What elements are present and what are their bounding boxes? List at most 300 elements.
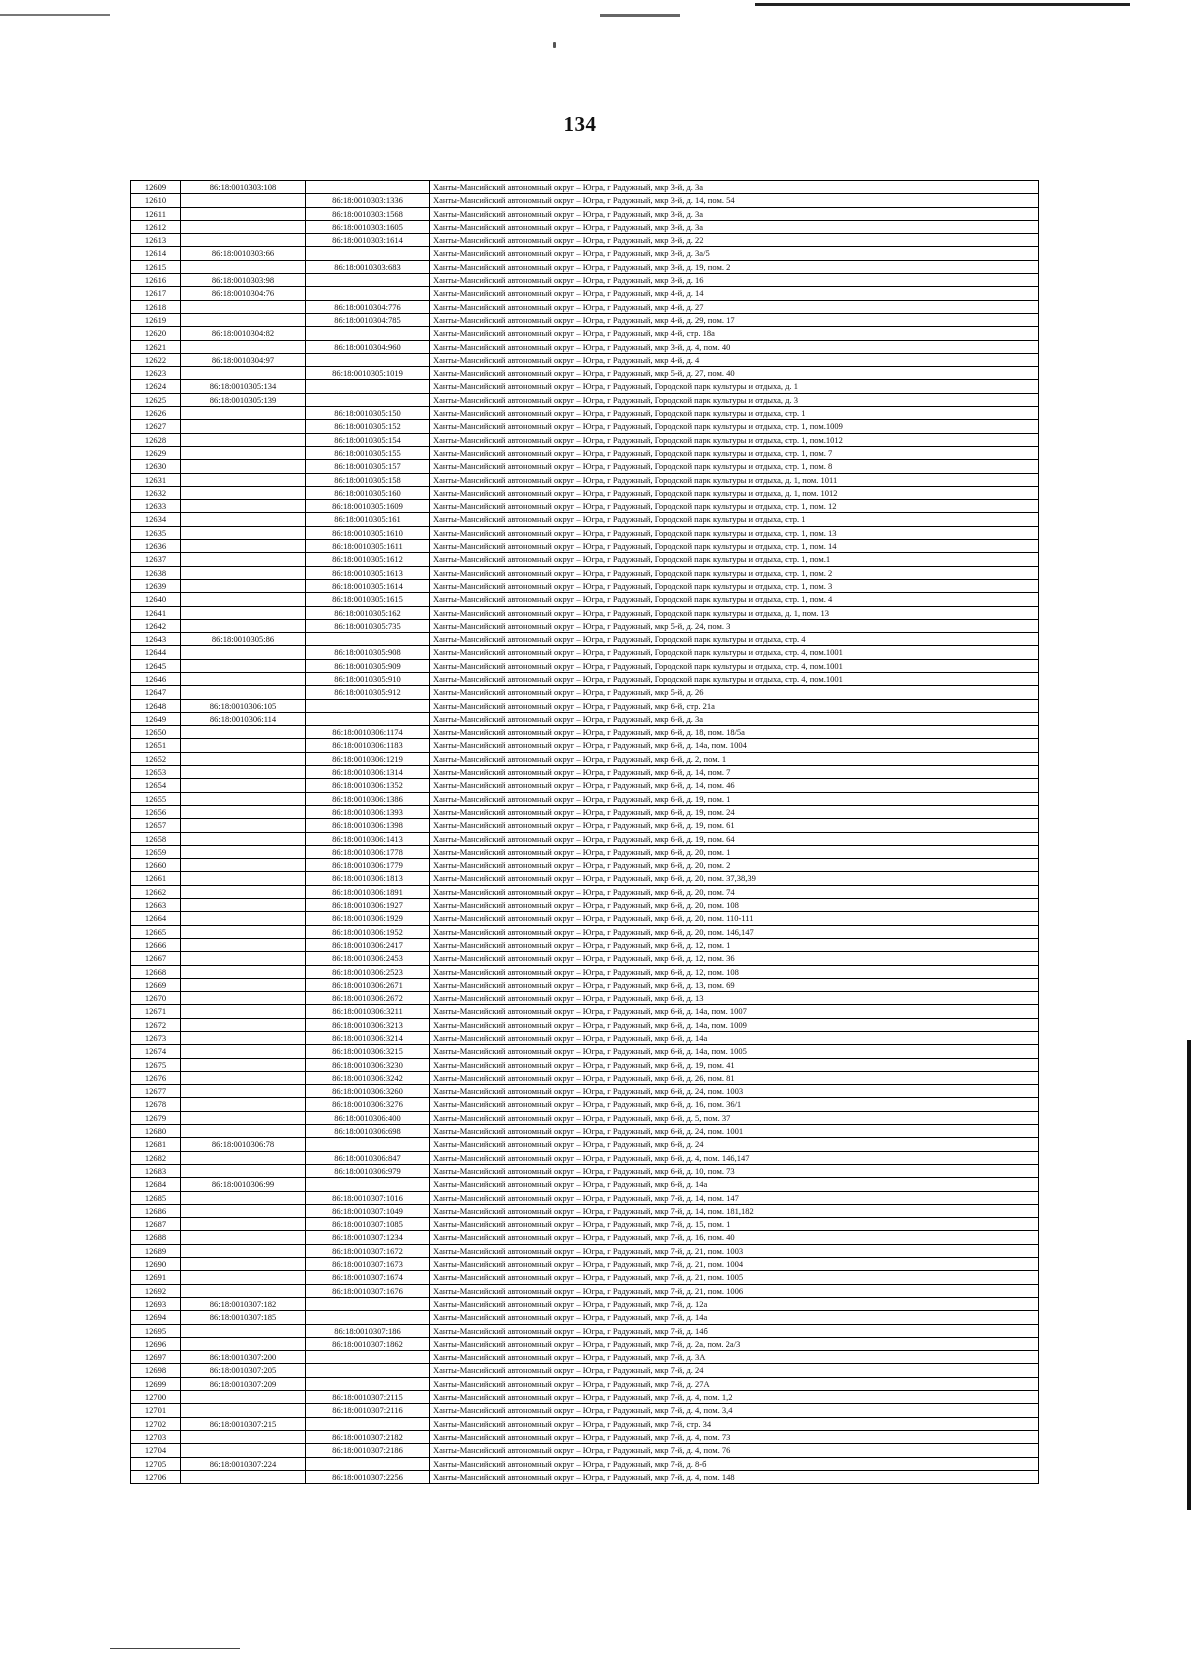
address-cell: Ханты-Мансийский автономный округ – Югра, г Радужный, Городской парк культуры и отдыха, д. 1 xyxy=(430,380,1039,393)
table-row xyxy=(131,885,1039,898)
address-cell: Ханты-Мансийский автономный округ – Югра, г Радужный, мкр 6-й, д. 20, пом. 2 xyxy=(430,859,1039,872)
table-row xyxy=(131,1164,1039,1177)
table-row xyxy=(131,1071,1039,1084)
address-cell: Ханты-Мансийский автономный округ – Югра, г Радужный, мкр 7-й, д. 4, пом. 73 xyxy=(430,1430,1039,1443)
parcel-cadastral-number-cell xyxy=(181,513,306,526)
table-row xyxy=(131,234,1039,247)
address-cell: Ханты-Мансийский автономный округ – Югра, г Радужный, мкр 3-й, д. 4, пом. 40 xyxy=(430,340,1039,353)
registry-table-container xyxy=(130,180,1039,1484)
row-number-cell: 12645 xyxy=(131,659,181,672)
parcel-cadastral-number-cell xyxy=(181,952,306,965)
row-number-cell: 12706 xyxy=(131,1470,181,1483)
row-number-cell: 12684 xyxy=(131,1178,181,1191)
row-number-cell: 12682 xyxy=(131,1151,181,1164)
address-cell: Ханты-Мансийский автономный округ – Югра, г Радужный, мкр 6-й, д. 19, пом. 24 xyxy=(430,805,1039,818)
object-cadastral-number-cell: 86:18:0010306:1813 xyxy=(306,872,430,885)
object-cadastral-number-cell xyxy=(306,633,430,646)
row-number-cell: 12672 xyxy=(131,1018,181,1031)
parcel-cadastral-number-cell xyxy=(181,832,306,845)
row-number-cell: 12697 xyxy=(131,1351,181,1364)
object-cadastral-number-cell: 86:18:0010305:1611 xyxy=(306,540,430,553)
table-row xyxy=(131,1444,1039,1457)
object-cadastral-number-cell: 86:18:0010306:1398 xyxy=(306,819,430,832)
object-cadastral-number-cell: 86:18:0010306:3213 xyxy=(306,1018,430,1031)
table-row xyxy=(131,207,1039,220)
table-row xyxy=(131,1178,1039,1191)
table-row xyxy=(131,832,1039,845)
address-cell: Ханты-Мансийский автономный округ – Югра, г Радужный, мкр 7-й, д. 16, пом. 40 xyxy=(430,1231,1039,1244)
parcel-cadastral-number-cell xyxy=(181,566,306,579)
parcel-cadastral-number-cell xyxy=(181,1191,306,1204)
object-cadastral-number-cell: 86:18:0010306:2523 xyxy=(306,965,430,978)
object-cadastral-number-cell: 86:18:0010307:1085 xyxy=(306,1218,430,1231)
parcel-cadastral-number-cell xyxy=(181,672,306,685)
address-cell: Ханты-Мансийский автономный округ – Югра, г Радужный, мкр 6-й, д. 24 xyxy=(430,1138,1039,1151)
row-number-cell: 12688 xyxy=(131,1231,181,1244)
row-number-cell: 12651 xyxy=(131,739,181,752)
address-cell: Ханты-Мансийский автономный округ – Югра, г Радужный, мкр 5-й, д. 27, пом. 40 xyxy=(430,367,1039,380)
table-row xyxy=(131,1297,1039,1310)
address-cell: Ханты-Мансийский автономный округ – Югра, г Радужный, Городской парк культуры и отдыха, стр. 1 xyxy=(430,513,1039,526)
address-cell: Ханты-Мансийский автономный округ – Югра, г Радужный, мкр 7-й, д. 4, пом. 3,4 xyxy=(430,1404,1039,1417)
address-cell: Ханты-Мансийский автономный округ – Югра, г Радужный, мкр 6-й, д. 14а, пом. 1005 xyxy=(430,1045,1039,1058)
object-cadastral-number-cell: 86:18:0010306:1891 xyxy=(306,885,430,898)
row-number-cell: 12632 xyxy=(131,486,181,499)
address-cell: Ханты-Мансийский автономный округ – Югра, г Радужный, мкр 7-й, д. 14, пом. 147 xyxy=(430,1191,1039,1204)
parcel-cadastral-number-cell: 86:18:0010307:215 xyxy=(181,1417,306,1430)
object-cadastral-number-cell: 86:18:0010305:160 xyxy=(306,486,430,499)
object-cadastral-number-cell: 86:18:0010306:1386 xyxy=(306,792,430,805)
object-cadastral-number-cell: 86:18:0010303:1568 xyxy=(306,207,430,220)
row-number-cell: 12678 xyxy=(131,1098,181,1111)
row-number-cell: 12683 xyxy=(131,1164,181,1177)
object-cadastral-number-cell: 86:18:0010304:785 xyxy=(306,313,430,326)
address-cell: Ханты-Мансийский автономный округ – Югра, г Радужный, мкр 6-й, д. 14а xyxy=(430,1178,1039,1191)
parcel-cadastral-number-cell xyxy=(181,726,306,739)
parcel-cadastral-number-cell xyxy=(181,992,306,1005)
parcel-cadastral-number-cell xyxy=(181,752,306,765)
object-cadastral-number-cell: 86:18:0010305:154 xyxy=(306,433,430,446)
row-number-cell: 12644 xyxy=(131,646,181,659)
object-cadastral-number-cell: 86:18:0010307:1676 xyxy=(306,1284,430,1297)
address-cell: Ханты-Мансийский автономный округ – Югра, г Радужный, мкр 3-й, д. 14, пом. 54 xyxy=(430,194,1039,207)
table-row xyxy=(131,633,1039,646)
address-cell: Ханты-Мансийский автономный округ – Югра, г Радужный, мкр 6-й, д. 14а xyxy=(430,1032,1039,1045)
object-cadastral-number-cell: 86:18:0010306:979 xyxy=(306,1164,430,1177)
table-row xyxy=(131,1391,1039,1404)
object-cadastral-number-cell: 86:18:0010304:776 xyxy=(306,300,430,313)
row-number-cell: 12702 xyxy=(131,1417,181,1430)
row-number-cell: 12647 xyxy=(131,686,181,699)
table-row xyxy=(131,420,1039,433)
parcel-cadastral-number-cell xyxy=(181,1125,306,1138)
parcel-cadastral-number-cell: 86:18:0010307:182 xyxy=(181,1297,306,1310)
table-row xyxy=(131,1271,1039,1284)
table-row xyxy=(131,1417,1039,1430)
parcel-cadastral-number-cell xyxy=(181,486,306,499)
address-cell: Ханты-Мансийский автономный округ – Югра, г Радужный, мкр 5-й, д. 26 xyxy=(430,686,1039,699)
parcel-cadastral-number-cell xyxy=(181,1444,306,1457)
row-number-cell: 12640 xyxy=(131,593,181,606)
object-cadastral-number-cell: 86:18:0010306:2417 xyxy=(306,938,430,951)
table-row xyxy=(131,1404,1039,1417)
parcel-cadastral-number-cell xyxy=(181,340,306,353)
address-cell: Ханты-Мансийский автономный округ – Югра, г Радужный, мкр 6-й, д. 14а, пом. 1007 xyxy=(430,1005,1039,1018)
table-row xyxy=(131,1151,1039,1164)
object-cadastral-number-cell xyxy=(306,247,430,260)
address-cell: Ханты-Мансийский автономный округ – Югра, г Радужный, мкр 6-й, д. 14, пом. 7 xyxy=(430,766,1039,779)
parcel-cadastral-number-cell xyxy=(181,1045,306,1058)
address-cell: Ханты-Мансийский автономный округ – Югра, г Радужный, Городской парк культуры и отдыха, стр. 1, пом. 7 xyxy=(430,446,1039,459)
parcel-cadastral-number-cell xyxy=(181,819,306,832)
object-cadastral-number-cell: 86:18:0010303:683 xyxy=(306,260,430,273)
table-row xyxy=(131,300,1039,313)
parcel-cadastral-number-cell xyxy=(181,460,306,473)
address-cell: Ханты-Мансийский автономный округ – Югра, г Радужный, мкр 7-й, д. 4, пом. 148 xyxy=(430,1470,1039,1483)
row-number-cell: 12652 xyxy=(131,752,181,765)
table-row xyxy=(131,726,1039,739)
row-number-cell: 12614 xyxy=(131,247,181,260)
row-number-cell: 12660 xyxy=(131,859,181,872)
address-cell: Ханты-Мансийский автономный округ – Югра, г Радужный, мкр 3-й, д. 16 xyxy=(430,274,1039,287)
address-cell: Ханты-Мансийский автономный округ – Югра, г Радужный, Городской парк культуры и отдыха, стр. 1, пом.1012 xyxy=(430,433,1039,446)
row-number-cell: 12661 xyxy=(131,872,181,885)
parcel-cadastral-number-cell xyxy=(181,220,306,233)
table-row xyxy=(131,1005,1039,1018)
row-number-cell: 12656 xyxy=(131,805,181,818)
address-cell: Ханты-Мансийский автономный округ – Югра, г Радужный, мкр 7-й, д. 2а, пом. 2а/3 xyxy=(430,1337,1039,1350)
address-cell: Ханты-Мансийский автономный округ – Югра, г Радужный, мкр 3-й, д. 22 xyxy=(430,234,1039,247)
table-row xyxy=(131,1324,1039,1337)
scan-top-rule xyxy=(755,3,1130,6)
object-cadastral-number-cell xyxy=(306,1178,430,1191)
parcel-cadastral-number-cell xyxy=(181,646,306,659)
row-number-cell: 12693 xyxy=(131,1297,181,1310)
row-number-cell: 12619 xyxy=(131,313,181,326)
address-cell: Ханты-Мансийский автономный округ – Югра, г Радужный, Городской парк культуры и отдыха, стр. 1, пом. 3 xyxy=(430,579,1039,592)
table-row xyxy=(131,274,1039,287)
table-row xyxy=(131,313,1039,326)
object-cadastral-number-cell: 86:18:0010305:162 xyxy=(306,606,430,619)
row-number-cell: 12629 xyxy=(131,446,181,459)
parcel-cadastral-number-cell xyxy=(181,779,306,792)
address-cell: Ханты-Мансийский автономный округ – Югра, г Радужный, мкр 4-й, д. 14 xyxy=(430,287,1039,300)
parcel-cadastral-number-cell xyxy=(181,872,306,885)
parcel-cadastral-number-cell: 86:18:0010307:200 xyxy=(181,1351,306,1364)
table-row xyxy=(131,672,1039,685)
parcel-cadastral-number-cell xyxy=(181,859,306,872)
row-number-cell: 12694 xyxy=(131,1311,181,1324)
table-row xyxy=(131,220,1039,233)
row-number-cell: 12691 xyxy=(131,1271,181,1284)
parcel-cadastral-number-cell xyxy=(181,1430,306,1443)
address-cell: Ханты-Мансийский автономный округ – Югра, г Радужный, мкр 6-й, д. 24, пом. 1001 xyxy=(430,1125,1039,1138)
table-row xyxy=(131,353,1039,366)
object-cadastral-number-cell xyxy=(306,699,430,712)
table-row xyxy=(131,1364,1039,1377)
address-cell: Ханты-Мансийский автономный округ – Югра, г Радужный, Городской парк культуры и отдыха, стр. 1, пом. 4 xyxy=(430,593,1039,606)
address-cell: Ханты-Мансийский автономный округ – Югра, г Радужный, мкр 4-й, д. 4 xyxy=(430,353,1039,366)
table-row xyxy=(131,1032,1039,1045)
table-row xyxy=(131,1111,1039,1124)
row-number-cell: 12663 xyxy=(131,899,181,912)
row-number-cell: 12616 xyxy=(131,274,181,287)
table-row xyxy=(131,327,1039,340)
table-row xyxy=(131,460,1039,473)
parcel-cadastral-number-cell xyxy=(181,686,306,699)
row-number-cell: 12687 xyxy=(131,1218,181,1231)
table-row xyxy=(131,1430,1039,1443)
row-number-cell: 12675 xyxy=(131,1058,181,1071)
address-cell: Ханты-Мансийский автономный округ – Югра, г Радужный, мкр 7-й, д. 3А xyxy=(430,1351,1039,1364)
row-number-cell: 12620 xyxy=(131,327,181,340)
object-cadastral-number-cell: 86:18:0010305:1610 xyxy=(306,526,430,539)
object-cadastral-number-cell xyxy=(306,1311,430,1324)
address-cell: Ханты-Мансийский автономный округ – Югра, г Радужный, мкр 7-й, д. 12а xyxy=(430,1297,1039,1310)
object-cadastral-number-cell: 86:18:0010306:1413 xyxy=(306,832,430,845)
object-cadastral-number-cell: 86:18:0010306:1352 xyxy=(306,779,430,792)
object-cadastral-number-cell: 86:18:0010306:3242 xyxy=(306,1071,430,1084)
row-number-cell: 12705 xyxy=(131,1457,181,1470)
parcel-cadastral-number-cell xyxy=(181,500,306,513)
parcel-cadastral-number-cell xyxy=(181,1204,306,1217)
table-row xyxy=(131,473,1039,486)
address-cell: Ханты-Мансийский автономный округ – Югра, г Радужный, мкр 6-й, д. 26, пом. 81 xyxy=(430,1071,1039,1084)
object-cadastral-number-cell: 86:18:0010307:1862 xyxy=(306,1337,430,1350)
address-cell: Ханты-Мансийский автономный округ – Югра, г Радужный, Городской парк культуры и отдыха, д. 1, пом. 13 xyxy=(430,606,1039,619)
table-row xyxy=(131,1085,1039,1098)
parcel-cadastral-number-cell xyxy=(181,313,306,326)
row-number-cell: 12699 xyxy=(131,1377,181,1390)
parcel-cadastral-number-cell xyxy=(181,1284,306,1297)
object-cadastral-number-cell xyxy=(306,287,430,300)
row-number-cell: 12611 xyxy=(131,207,181,220)
address-cell: Ханты-Мансийский автономный округ – Югра, г Радужный, Городской парк культуры и отдыха, стр. 4, пом.1001 xyxy=(430,672,1039,685)
table-row xyxy=(131,446,1039,459)
object-cadastral-number-cell: 86:18:0010306:2672 xyxy=(306,992,430,1005)
parcel-cadastral-number-cell xyxy=(181,1244,306,1257)
object-cadastral-number-cell: 86:18:0010306:3276 xyxy=(306,1098,430,1111)
row-number-cell: 12674 xyxy=(131,1045,181,1058)
object-cadastral-number-cell: 86:18:0010305:150 xyxy=(306,407,430,420)
row-number-cell: 12703 xyxy=(131,1430,181,1443)
address-cell: Ханты-Мансийский автономный округ – Югра, г Радужный, мкр 3-й, д. 3а xyxy=(430,181,1039,194)
scan-edge-bar xyxy=(1187,1040,1191,1510)
table-row xyxy=(131,965,1039,978)
parcel-cadastral-number-cell xyxy=(181,446,306,459)
address-cell: Ханты-Мансийский автономный округ – Югра, г Радужный, мкр 3-й, д. 3а/5 xyxy=(430,247,1039,260)
row-number-cell: 12626 xyxy=(131,407,181,420)
table-row xyxy=(131,686,1039,699)
parcel-cadastral-number-cell xyxy=(181,805,306,818)
parcel-cadastral-number-cell: 86:18:0010303:66 xyxy=(181,247,306,260)
table-row xyxy=(131,486,1039,499)
table-row xyxy=(131,287,1039,300)
row-number-cell: 12655 xyxy=(131,792,181,805)
table-row xyxy=(131,407,1039,420)
object-cadastral-number-cell: 86:18:0010306:1314 xyxy=(306,766,430,779)
object-cadastral-number-cell: 86:18:0010307:1016 xyxy=(306,1191,430,1204)
table-row xyxy=(131,1098,1039,1111)
address-cell: Ханты-Мансийский автономный округ – Югра, г Радужный, мкр 6-й, д. 20, пом. 110-111 xyxy=(430,912,1039,925)
parcel-cadastral-number-cell xyxy=(181,925,306,938)
table-row xyxy=(131,766,1039,779)
row-number-cell: 12630 xyxy=(131,460,181,473)
parcel-cadastral-number-cell xyxy=(181,739,306,752)
row-number-cell: 12681 xyxy=(131,1138,181,1151)
table-row xyxy=(131,819,1039,832)
row-number-cell: 12676 xyxy=(131,1071,181,1084)
row-number-cell: 12679 xyxy=(131,1111,181,1124)
address-cell: Ханты-Мансийский автономный округ – Югра, г Радужный, Городской парк культуры и отдыха, д. 1, пом. 1012 xyxy=(430,486,1039,499)
object-cadastral-number-cell: 86:18:0010305:155 xyxy=(306,446,430,459)
address-cell: Ханты-Мансийский автономный округ – Югра, г Радужный, мкр 6-й, д. 20, пом. 1 xyxy=(430,845,1039,858)
address-cell: Ханты-Мансийский автономный округ – Югра, г Радужный, Городской парк культуры и отдыха, стр. 1, пом.1009 xyxy=(430,420,1039,433)
address-cell: Ханты-Мансийский автономный округ – Югра, г Радужный, мкр 6-й, д. 24, пом. 1003 xyxy=(430,1085,1039,1098)
object-cadastral-number-cell: 86:18:0010305:909 xyxy=(306,659,430,672)
table-row xyxy=(131,433,1039,446)
row-number-cell: 12622 xyxy=(131,353,181,366)
table-row xyxy=(131,619,1039,632)
table-row xyxy=(131,1231,1039,1244)
object-cadastral-number-cell: 86:18:0010305:158 xyxy=(306,473,430,486)
address-cell: Ханты-Мансийский автономный округ – Югра, г Радужный, мкр 6-й, д. 13, пом. 69 xyxy=(430,978,1039,991)
parcel-cadastral-number-cell xyxy=(181,885,306,898)
object-cadastral-number-cell: 86:18:0010306:3230 xyxy=(306,1058,430,1071)
row-number-cell: 12637 xyxy=(131,553,181,566)
parcel-cadastral-number-cell: 86:18:0010305:134 xyxy=(181,380,306,393)
table-row xyxy=(131,912,1039,925)
object-cadastral-number-cell: 86:18:0010305:161 xyxy=(306,513,430,526)
parcel-cadastral-number-cell xyxy=(181,1005,306,1018)
parcel-cadastral-number-cell: 86:18:0010304:97 xyxy=(181,353,306,366)
row-number-cell: 12654 xyxy=(131,779,181,792)
object-cadastral-number-cell: 86:18:0010305:735 xyxy=(306,619,430,632)
row-number-cell: 12638 xyxy=(131,566,181,579)
parcel-cadastral-number-cell xyxy=(181,792,306,805)
table-row xyxy=(131,181,1039,194)
address-cell: Ханты-Мансийский автономный округ – Югра, г Радужный, мкр 6-й, д. 14а, пом. 1009 xyxy=(430,1018,1039,1031)
table-row xyxy=(131,859,1039,872)
row-number-cell: 12634 xyxy=(131,513,181,526)
scan-bottom-rule xyxy=(110,1648,240,1649)
table-row xyxy=(131,1311,1039,1324)
object-cadastral-number-cell xyxy=(306,1457,430,1470)
row-number-cell: 12666 xyxy=(131,938,181,951)
row-number-cell: 12658 xyxy=(131,832,181,845)
parcel-cadastral-number-cell xyxy=(181,845,306,858)
address-cell: Ханты-Мансийский автономный округ – Югра, г Радужный, Городской парк культуры и отдыха, стр. 1, пом. 13 xyxy=(430,526,1039,539)
address-cell: Ханты-Мансийский автономный округ – Югра, г Радужный, мкр 6-й, д. 19, пом. 64 xyxy=(430,832,1039,845)
object-cadastral-number-cell: 86:18:0010306:3260 xyxy=(306,1085,430,1098)
address-cell: Ханты-Мансийский автономный округ – Югра, г Радужный, мкр 7-й, стр. 34 xyxy=(430,1417,1039,1430)
object-cadastral-number-cell: 86:18:0010307:1234 xyxy=(306,1231,430,1244)
object-cadastral-number-cell: 86:18:0010305:1612 xyxy=(306,553,430,566)
address-cell: Ханты-Мансийский автономный округ – Югра, г Радужный, мкр 6-й, д. 18, пом. 18/5а xyxy=(430,726,1039,739)
table-row xyxy=(131,393,1039,406)
row-number-cell: 12635 xyxy=(131,526,181,539)
row-number-cell: 12646 xyxy=(131,672,181,685)
object-cadastral-number-cell xyxy=(306,353,430,366)
object-cadastral-number-cell: 86:18:0010306:1174 xyxy=(306,726,430,739)
parcel-cadastral-number-cell xyxy=(181,1337,306,1350)
object-cadastral-number-cell: 86:18:0010306:847 xyxy=(306,1151,430,1164)
row-number-cell: 12641 xyxy=(131,606,181,619)
row-number-cell: 12610 xyxy=(131,194,181,207)
parcel-cadastral-number-cell xyxy=(181,420,306,433)
parcel-cadastral-number-cell xyxy=(181,407,306,420)
table-row xyxy=(131,260,1039,273)
object-cadastral-number-cell: 86:18:0010306:1778 xyxy=(306,845,430,858)
parcel-cadastral-number-cell xyxy=(181,234,306,247)
parcel-cadastral-number-cell xyxy=(181,433,306,446)
table-row xyxy=(131,1191,1039,1204)
parcel-cadastral-number-cell: 86:18:0010305:139 xyxy=(181,393,306,406)
address-cell: Ханты-Мансийский автономный округ – Югра, г Радужный, мкр 6-й, д. 19, пом. 1 xyxy=(430,792,1039,805)
object-cadastral-number-cell: 86:18:0010305:1615 xyxy=(306,593,430,606)
address-cell: Ханты-Мансийский автономный округ – Югра, г Радужный, мкр 6-й, д. 2, пом. 1 xyxy=(430,752,1039,765)
parcel-cadastral-number-cell xyxy=(181,194,306,207)
object-cadastral-number-cell: 86:18:0010303:1614 xyxy=(306,234,430,247)
object-cadastral-number-cell: 86:18:0010307:1049 xyxy=(306,1204,430,1217)
table-row xyxy=(131,194,1039,207)
address-cell: Ханты-Мансийский автономный округ – Югра, г Радужный, мкр 6-й, д. 5, пом. 37 xyxy=(430,1111,1039,1124)
address-cell: Ханты-Мансийский автономный округ – Югра, г Радужный, мкр 4-й, д. 27 xyxy=(430,300,1039,313)
parcel-cadastral-number-cell xyxy=(181,540,306,553)
object-cadastral-number-cell: 86:18:0010305:1019 xyxy=(306,367,430,380)
address-cell: Ханты-Мансийский автономный округ – Югра, г Радужный, мкр 6-й, д. 12, пом. 36 xyxy=(430,952,1039,965)
object-cadastral-number-cell: 86:18:0010306:2453 xyxy=(306,952,430,965)
address-cell: Ханты-Мансийский автономный округ – Югра, г Радужный, Городской парк культуры и отдыха, стр. 4, пом.1001 xyxy=(430,646,1039,659)
row-number-cell: 12704 xyxy=(131,1444,181,1457)
parcel-cadastral-number-cell xyxy=(181,260,306,273)
parcel-cadastral-number-cell xyxy=(181,553,306,566)
object-cadastral-number-cell xyxy=(306,393,430,406)
row-number-cell: 12668 xyxy=(131,965,181,978)
address-cell: Ханты-Мансийский автономный округ – Югра, г Радужный, мкр 5-й, д. 24, пом. 3 xyxy=(430,619,1039,632)
table-row xyxy=(131,992,1039,1005)
address-cell: Ханты-Мансийский автономный округ – Югра, г Радужный, мкр 6-й, стр. 21а xyxy=(430,699,1039,712)
parcel-cadastral-number-cell: 86:18:0010306:114 xyxy=(181,712,306,725)
address-cell: Ханты-Мансийский автономный округ – Югра, г Радужный, мкр 4-й, стр. 18а xyxy=(430,327,1039,340)
row-number-cell: 12696 xyxy=(131,1337,181,1350)
row-number-cell: 12685 xyxy=(131,1191,181,1204)
table-row xyxy=(131,606,1039,619)
parcel-cadastral-number-cell xyxy=(181,1111,306,1124)
table-row xyxy=(131,513,1039,526)
address-cell: Ханты-Мансийский автономный округ – Югра, г Радужный, мкр 7-й, д. 27А xyxy=(430,1377,1039,1390)
address-cell: Ханты-Мансийский автономный округ – Югра, г Радужный, мкр 3-й, д. 19, пом. 2 xyxy=(430,260,1039,273)
table-row xyxy=(131,938,1039,951)
address-cell: Ханты-Мансийский автономный округ – Югра, г Радужный, мкр 6-й, д. 19, пом. 61 xyxy=(430,819,1039,832)
parcel-cadastral-number-cell xyxy=(181,473,306,486)
row-number-cell: 12625 xyxy=(131,393,181,406)
row-number-cell: 12670 xyxy=(131,992,181,1005)
address-cell: Ханты-Мансийский автономный округ – Югра, г Радужный, мкр 7-й, д. 21, пом. 1003 xyxy=(430,1244,1039,1257)
address-cell: Ханты-Мансийский автономный округ – Югра, г Радужный, Городской парк культуры и отдыха, стр. 1, пом.1 xyxy=(430,553,1039,566)
address-cell: Ханты-Мансийский автономный округ – Югра, г Радужный, мкр 7-й, д. 14, пом. 181,182 xyxy=(430,1204,1039,1217)
parcel-cadastral-number-cell: 86:18:0010307:205 xyxy=(181,1364,306,1377)
scan-speck xyxy=(553,42,556,48)
parcel-cadastral-number-cell: 86:18:0010307:185 xyxy=(181,1311,306,1324)
table-row xyxy=(131,1018,1039,1031)
row-number-cell: 12649 xyxy=(131,712,181,725)
object-cadastral-number-cell: 86:18:0010304:960 xyxy=(306,340,430,353)
object-cadastral-number-cell: 86:18:0010307:2256 xyxy=(306,1470,430,1483)
address-cell: Ханты-Мансийский автономный округ – Югра, г Радужный, мкр 6-й, д. 14а, пом. 1004 xyxy=(430,739,1039,752)
object-cadastral-number-cell: 86:18:0010303:1336 xyxy=(306,194,430,207)
registry-table-body xyxy=(131,181,1039,1484)
